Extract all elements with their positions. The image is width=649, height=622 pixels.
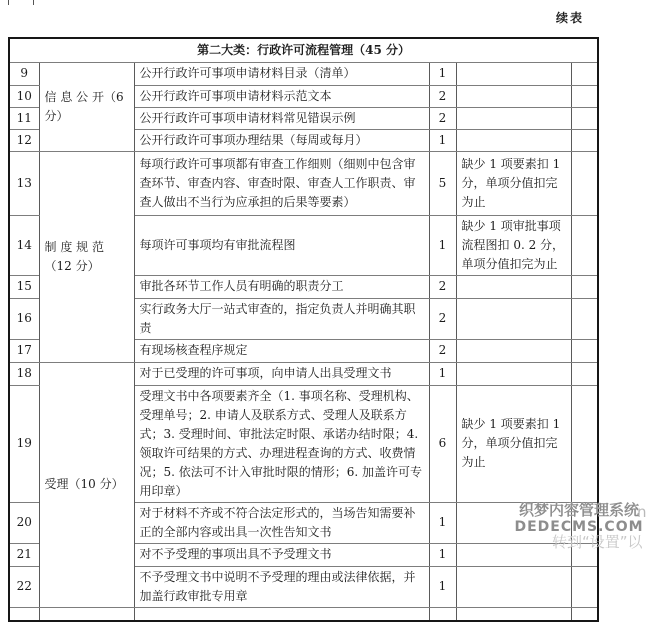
score-value: 2	[429, 339, 456, 362]
criterion-text: 每项许可事项均有审批流程图	[134, 215, 429, 275]
empty-check-cell	[571, 339, 598, 362]
deduction-note: 缺少 1 项审批事项流程图扣 0. 2 分，单项分值扣完为止	[456, 215, 571, 275]
deduction-note	[456, 275, 571, 298]
criterion-text: 对于材料不齐或不符合法定形式的，当场告知需要补正的全部内容或出具一次性告知文书	[134, 502, 429, 543]
empty-check-cell	[571, 151, 598, 215]
row-number	[9, 607, 39, 621]
empty-check-cell	[571, 107, 598, 129]
score-value: 1	[429, 502, 456, 543]
deduction-note	[456, 107, 571, 129]
criterion-text: 审批各环节工作人员有明确的职责分工	[134, 275, 429, 298]
criterion-text: 公开行政许可事项申请材料示范文本	[134, 85, 429, 107]
dedecms-watermark-cn: 织梦内容管理系统	[518, 501, 639, 519]
deduction-note: 缺少 1 项要素扣 1 分，单项分值扣完为止	[456, 151, 571, 215]
deduction-note: 缺少 1 项要素扣 1 分，单项分值扣完为止	[456, 385, 571, 502]
table-row	[9, 151, 598, 215]
criterion-text: 公开行政许可事项申请材料目录（清单）	[134, 62, 429, 85]
score-value: 1	[429, 362, 456, 385]
continued-table-label: 续表	[556, 11, 585, 25]
dedecms-watermark-en: DEDECMS.COM	[514, 519, 644, 535]
score-value: 2	[429, 298, 456, 339]
category-cell	[39, 607, 134, 621]
row-number: 18	[9, 362, 39, 385]
empty-check-cell	[571, 275, 598, 298]
score-value: 2	[429, 275, 456, 298]
score-value: 6	[429, 385, 456, 502]
criterion-text: 不予受理文书中说明不予受理的理由或法律依据，并加盖行政审批专用章	[134, 566, 429, 607]
row-number: 19	[9, 385, 39, 502]
deduction-note	[456, 339, 571, 362]
table-row	[9, 62, 598, 85]
criterion-text: 公开行政许可事项申请材料常见错误示例	[134, 107, 429, 129]
empty-check-cell	[571, 607, 598, 621]
empty-check-cell	[571, 298, 598, 339]
criterion-text: 对于已受理的许可事项，向申请人出具受理文书	[134, 362, 429, 385]
table-row-partial	[9, 607, 598, 621]
criterion-text	[134, 607, 429, 621]
criterion-text: 公开行政许可事项办理结果（每周或每月）	[134, 129, 429, 151]
rubric-table	[8, 37, 599, 622]
criterion-text: 有现场核查程序规定	[134, 339, 429, 362]
score-value: 1	[429, 543, 456, 566]
empty-check-cell	[571, 85, 598, 107]
empty-check-cell	[571, 215, 598, 275]
score-value: 5	[429, 151, 456, 215]
row-number: 16	[9, 298, 39, 339]
dedecms-watermark	[514, 502, 644, 536]
row-number: 11	[9, 107, 39, 129]
deduction-note	[456, 85, 571, 107]
score-value: 1	[429, 129, 456, 151]
score-value: 1	[429, 215, 456, 275]
empty-check-cell	[571, 129, 598, 151]
table-title: 第二大类：行政许可流程管理（45 分）	[9, 38, 598, 62]
criterion-text: 受理文书中各项要素齐全（1. 事项名称、受理机构、受理单号；2. 申请人及联系方式、受理人及联系方式；3. 受理时间、审批法定时限、承诺办结时限；4. 领取许可结果的方式、办理进程查询的方式、收费情况；5. 依法可不计入审批时限的情形；6. 加盖许可专用印章）	[134, 385, 429, 502]
row-number: 9	[9, 62, 39, 85]
table-row	[9, 362, 598, 385]
score-value	[429, 607, 456, 621]
deduction-note	[456, 129, 571, 151]
table-edge-stub-left	[8, 0, 9, 5]
row-number: 17	[9, 339, 39, 362]
row-number: 15	[9, 275, 39, 298]
faint-watermark-fragment: n	[637, 503, 647, 521]
deduction-note	[456, 362, 571, 385]
criterion-text: 对不予受理的事项出具不予受理文书	[134, 543, 429, 566]
table-edge-stub-col	[33, 0, 34, 5]
row-number: 10	[9, 85, 39, 107]
row-number: 21	[9, 543, 39, 566]
deduction-note	[456, 607, 571, 621]
category-cell-acceptance: 受理（10 分）	[39, 362, 134, 607]
criterion-text: 每项行政许可事项都有审查工作细则（细则中包含审查环节、审查内容、审查时限、审查人工作职责、审查人做出不当行为应承担的后果等要素）	[134, 151, 429, 215]
score-value: 1	[429, 566, 456, 607]
score-value: 2	[429, 107, 456, 129]
category-cell-info-disclosure: 信 息 公 开（6 分）	[39, 62, 134, 151]
empty-check-cell	[571, 62, 598, 85]
faint-settings-watermark: 转到“设置”以	[552, 533, 643, 551]
row-number: 12	[9, 129, 39, 151]
deduction-note	[456, 298, 571, 339]
empty-check-cell	[571, 566, 598, 607]
row-number: 14	[9, 215, 39, 275]
empty-check-cell	[571, 385, 598, 502]
row-number: 20	[9, 502, 39, 543]
empty-check-cell	[571, 362, 598, 385]
deduction-note	[456, 566, 571, 607]
score-value: 1	[429, 62, 456, 85]
score-value: 2	[429, 85, 456, 107]
table-title-row	[9, 38, 598, 62]
row-number: 13	[9, 151, 39, 215]
row-number: 22	[9, 566, 39, 607]
deduction-note	[456, 62, 571, 85]
category-cell-system-norms: 制 度 规 范（12 分）	[39, 151, 134, 362]
criterion-text: 实行政务大厅一站式审查的，指定负责人并明确其职责	[134, 298, 429, 339]
